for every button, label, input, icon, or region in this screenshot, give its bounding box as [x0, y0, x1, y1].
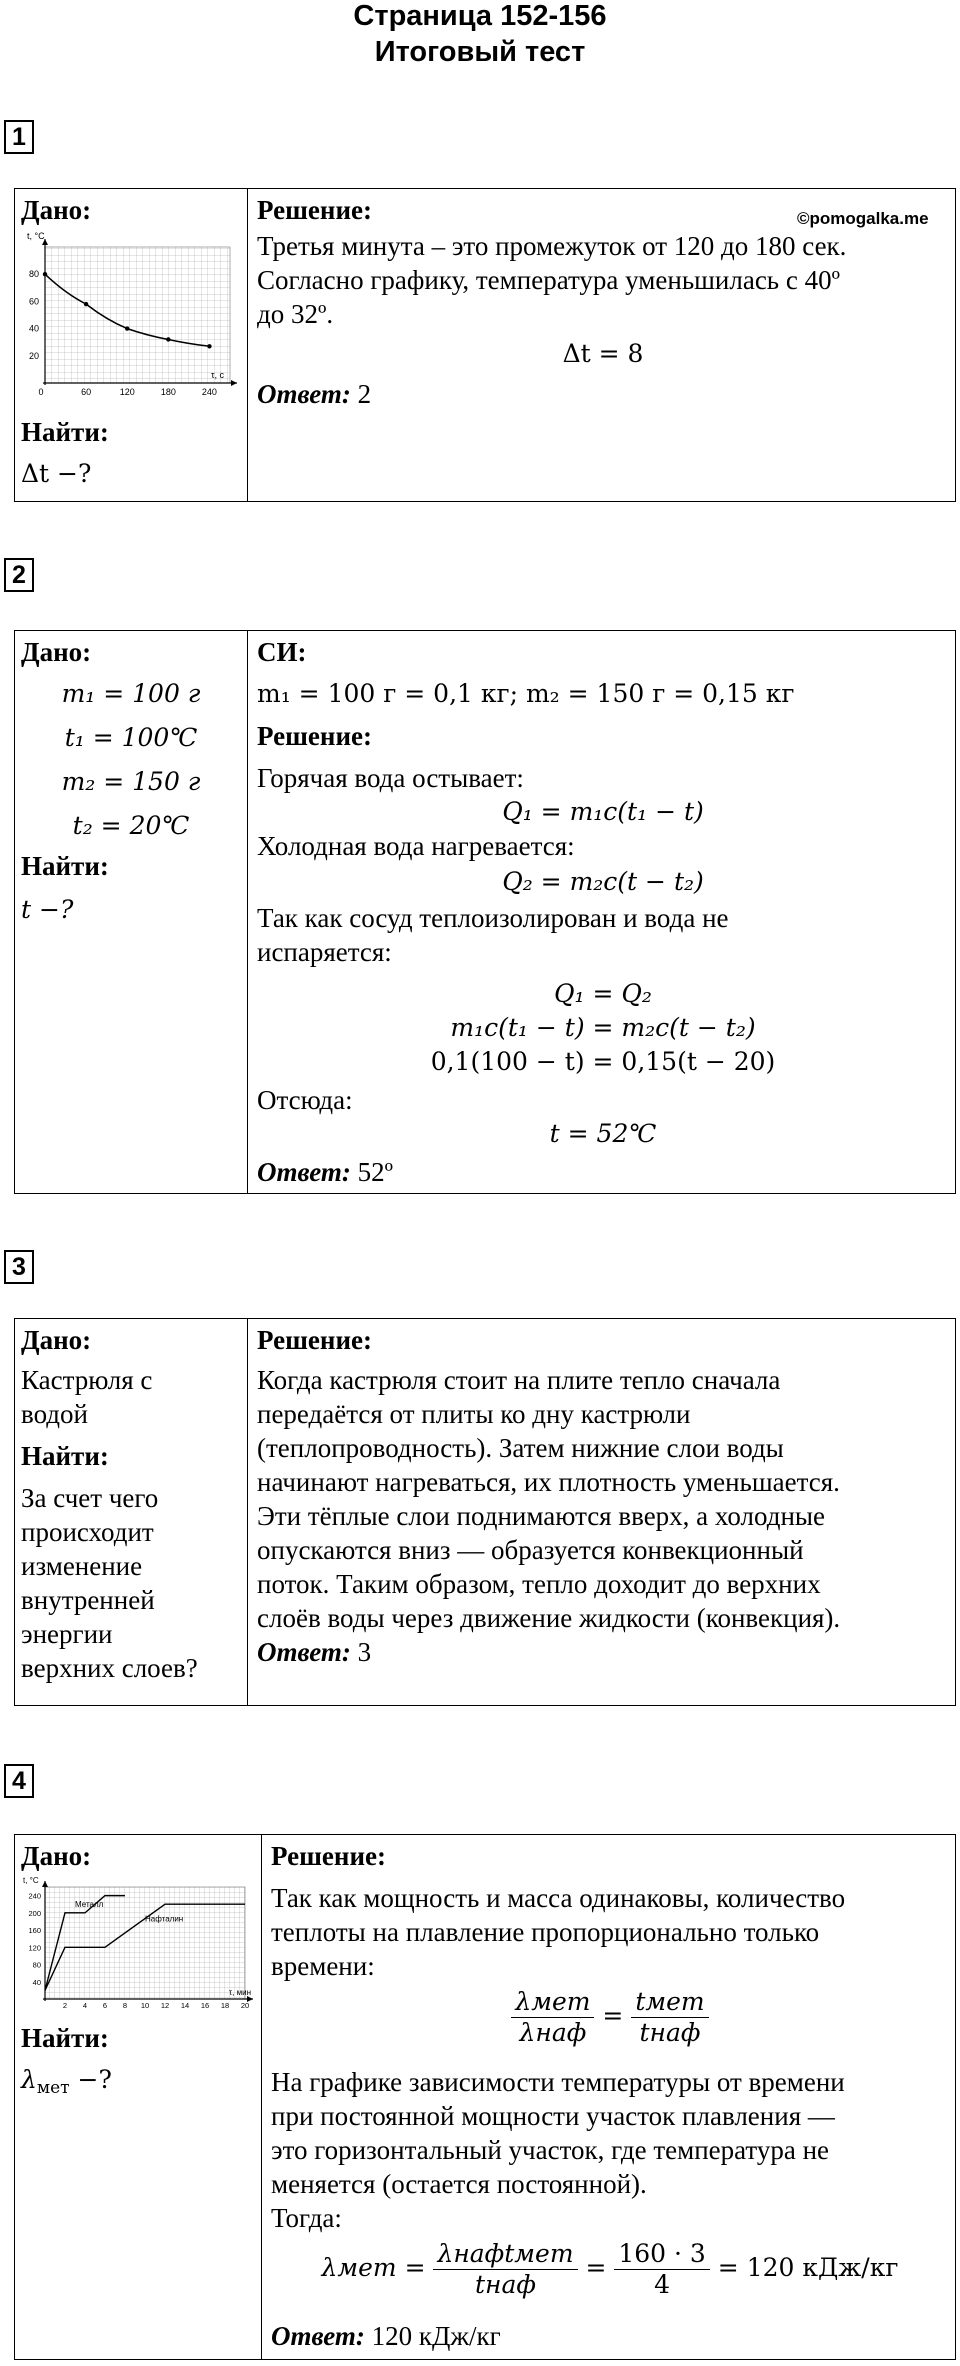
solution-label: Решение: [271, 1841, 386, 1871]
solution-line: Тогда: [271, 2203, 342, 2233]
task-4-box [14, 1834, 956, 2360]
find-value: t −? [21, 895, 74, 924]
ratio-a-bottom: λнаф [519, 2018, 587, 2047]
answer-value: 3 [357, 1637, 372, 1667]
x-tick-label: 12 [160, 2001, 170, 2009]
y-tick-label: 120 [28, 1943, 41, 1953]
solution-line: теплоты на плавление пропорционально только [271, 1917, 820, 1947]
x-tick-label: 8 [122, 2001, 128, 2009]
metal-label: Металл [75, 1899, 104, 1909]
given-item: m₂ = 150 г [61, 767, 201, 796]
column-divider [247, 189, 248, 501]
x-tick-label: 16 [200, 2001, 210, 2009]
task-1-box [14, 188, 956, 502]
final-result: 120 кДж/кг [746, 2253, 899, 2282]
page-title: Страница 152-156 [353, 0, 607, 32]
solution-line: (теплопроводность). Затем нижние слои воды [257, 1433, 784, 1463]
find-label: Найти: [21, 2023, 109, 2053]
y-tick-label: 40 [32, 1977, 41, 1987]
answer-row [257, 1155, 393, 1189]
solution-line: меняется (остается постоянной). [271, 2169, 647, 2199]
given-item: t₁ = 100℃ [64, 723, 198, 752]
find-item: происходит [21, 1517, 154, 1547]
x-tick-label: 180 [160, 387, 176, 397]
answer-label: Ответ: [257, 1157, 351, 1187]
x-tick-label: 14 [180, 2001, 190, 2009]
find-value: $\lambda_{мет}$ −? [21, 2065, 112, 2098]
answer-value: 52º [357, 1157, 393, 1187]
data-point [125, 326, 129, 330]
y-axis-label: t, °С [23, 1877, 39, 1885]
find-item: внутренней [21, 1585, 155, 1615]
y-tick-label: 240 [28, 1891, 41, 1901]
solution-line: начинают нагреваться, их плотность уменьшается. [257, 1467, 840, 1497]
final-lhs: λмет [321, 2253, 397, 2282]
final-f1-top: λнафtмет [433, 2239, 577, 2270]
y-tick-label: 20 [28, 350, 39, 361]
y-tick-label: 60 [28, 296, 39, 307]
task-number-1: 1 [4, 120, 34, 154]
answer-label: Ответ: [271, 2321, 365, 2351]
answer-label: Ответ: [257, 1637, 351, 1667]
find-item: изменение [21, 1551, 143, 1581]
find-item: За счет чего [21, 1483, 159, 1513]
ratio-a-top: λмет [511, 1987, 594, 2018]
y-tick-label: 40 [28, 323, 39, 334]
solution-line: опускаются вниз — образуется конвекционный [257, 1535, 804, 1565]
solution-line: поток. Таким образом, тепло доходит до верхних [257, 1569, 821, 1599]
given-label: Дано: [21, 1325, 92, 1355]
task-3-box [14, 1318, 956, 1706]
solution-line: На графике зависимости температуры от времени [271, 2067, 845, 2097]
column-divider [261, 1835, 262, 2359]
solution-line: при постоянной мощности участок плавления — [271, 2101, 835, 2131]
naphthalene-label: Нафталин [145, 1914, 184, 1924]
ratio-b-bottom: tнаф [639, 2018, 701, 2047]
x-tick-label: 2 [62, 2001, 68, 2009]
task-number-4: 4 [4, 1764, 34, 1798]
task-number-2: 2 [4, 558, 34, 592]
y-tick-label: 160 [28, 1926, 41, 1936]
formula: Q₂ = m₂c(t − t₂) [502, 867, 704, 896]
solution-line: испаряется: [257, 937, 392, 967]
ratio-formula: $\frac{\text{λмет}}{\text{λнаф}}$ = $\frac{\text{tмет}}{\text{tнаф}}$ [271, 1987, 949, 2048]
given-item: t₂ = 20℃ [72, 811, 190, 840]
solution-line: Согласно графику, температура уменьшилась с 40º [257, 265, 840, 295]
given-item: водой [21, 1399, 88, 1429]
x-axis-label: τ, мин [229, 1988, 251, 1997]
solution-line: Холодная вода нагревается: [257, 831, 575, 861]
solution-line: Так как мощность и масса одинаковы, количество [271, 1883, 846, 1913]
data-point [84, 302, 88, 306]
answer-row [257, 1635, 371, 1669]
x-tick-label: 18 [220, 2001, 230, 2009]
x-tick-label: 4 [82, 2001, 88, 2009]
answer-value: 2 [357, 379, 372, 409]
solution-label: Решение: [257, 1325, 372, 1355]
find-label: Найти: [21, 1441, 109, 1471]
temperature-graph-1 [19, 229, 243, 401]
solution-line: Горячая вода остывает: [257, 763, 524, 793]
solution-line: Отсюда: [257, 1085, 353, 1115]
formula: t = 52℃ [549, 1119, 657, 1148]
answer-row [257, 377, 371, 411]
x-axis-label: τ, с [211, 370, 225, 380]
page-subtitle: Итоговый тест [374, 36, 586, 68]
y-tick-label: 200 [28, 1908, 41, 1918]
formula: Δt = 8 [562, 339, 644, 368]
y-tick-label: 80 [28, 269, 39, 280]
x-tick-label: 20 [240, 2001, 250, 2009]
ratio-b-top: tмет [631, 1987, 708, 2018]
given-label: Дано: [21, 195, 92, 225]
formula: m₁c(t₁ − t) = m₂c(t − t₂) [450, 1013, 756, 1042]
formula: Q₁ = Q₂ [554, 979, 652, 1008]
y-axis-label: t, °С [27, 231, 45, 241]
data-point [166, 337, 170, 341]
x-tick-label: 120 [119, 387, 135, 397]
solution-line: Эти тёплые слои поднимаются вверх, а холодные [257, 1501, 826, 1531]
final-f2-top: 160 · 3 [614, 2239, 709, 2270]
x-tick-label: 240 [201, 387, 217, 397]
find-sub: мет [36, 2078, 70, 2098]
find-value: Δt −? [21, 459, 92, 488]
y-tick-label: 80 [32, 1960, 41, 1970]
given-label: Дано: [21, 637, 92, 667]
si-label: СИ: [257, 637, 307, 667]
melting-graph [19, 1877, 259, 2009]
solution-line: передаётся от плиты ко дну кастрюли [257, 1399, 691, 1429]
solution-line: времени: [271, 1951, 375, 1981]
x-tick-label: 0 [38, 387, 44, 397]
x-tick-label: 6 [102, 2001, 108, 2009]
solution-label: Решение: [257, 195, 372, 225]
find-label: Найти: [21, 417, 109, 447]
data-point [207, 344, 211, 348]
answer-label: Ответ: [257, 379, 351, 409]
solution-label: Решение: [257, 721, 372, 751]
answer-row [271, 2319, 501, 2353]
find-item: верхних слоев? [21, 1653, 198, 1683]
data-point [43, 272, 47, 276]
watermark: ©pomogalka.me [797, 209, 929, 228]
final-f2-bottom: 4 [654, 2270, 671, 2299]
solution-line: Когда кастрюля стоит на плите тепло сначала [257, 1365, 781, 1395]
solution-line: слоёв воды через движение жидкости (конвекция). [257, 1603, 841, 1633]
solution-line: Так как сосуд теплоизолирован и вода не [257, 903, 729, 933]
final-f1-bottom: tнаф [475, 2270, 536, 2299]
find-item: энергии [21, 1619, 113, 1649]
x-tick-label: 10 [140, 2001, 150, 2009]
solution-line: это горизонтальный участок, где температура не [271, 2135, 830, 2165]
column-divider [247, 631, 248, 1193]
answer-value: 120 кДж/кг [371, 2321, 501, 2351]
given-item: m₁ = 100 г [61, 679, 201, 708]
given-item: Кастрюля с [21, 1365, 153, 1395]
si-value: m₁ = 100 г = 0,1 кг; m₂ = 150 г = 0,15 кг [257, 679, 795, 708]
task-number-3: 3 [4, 1250, 34, 1284]
formula: 0,1(100 − t) = 0,15(t − 20) [430, 1047, 776, 1076]
x-tick-label: 60 [81, 387, 92, 397]
find-label: Найти: [21, 851, 109, 881]
solution-line: Третья минута – это промежуток от 120 до 180 сек. [257, 231, 847, 261]
task-2-box [14, 630, 956, 1194]
column-divider [247, 1319, 248, 1705]
final-formula: λмет = $\frac{\text{λнафtмет}}{\text{tнаф}}$ = $\frac{160 \cdot 3}{4}$ = 120 кДж/кг [321, 2239, 899, 2299]
solution-line: до 32º. [257, 299, 334, 329]
given-label: Дано: [21, 1841, 92, 1871]
formula: Q₁ = m₁c(t₁ − t) [502, 797, 704, 826]
